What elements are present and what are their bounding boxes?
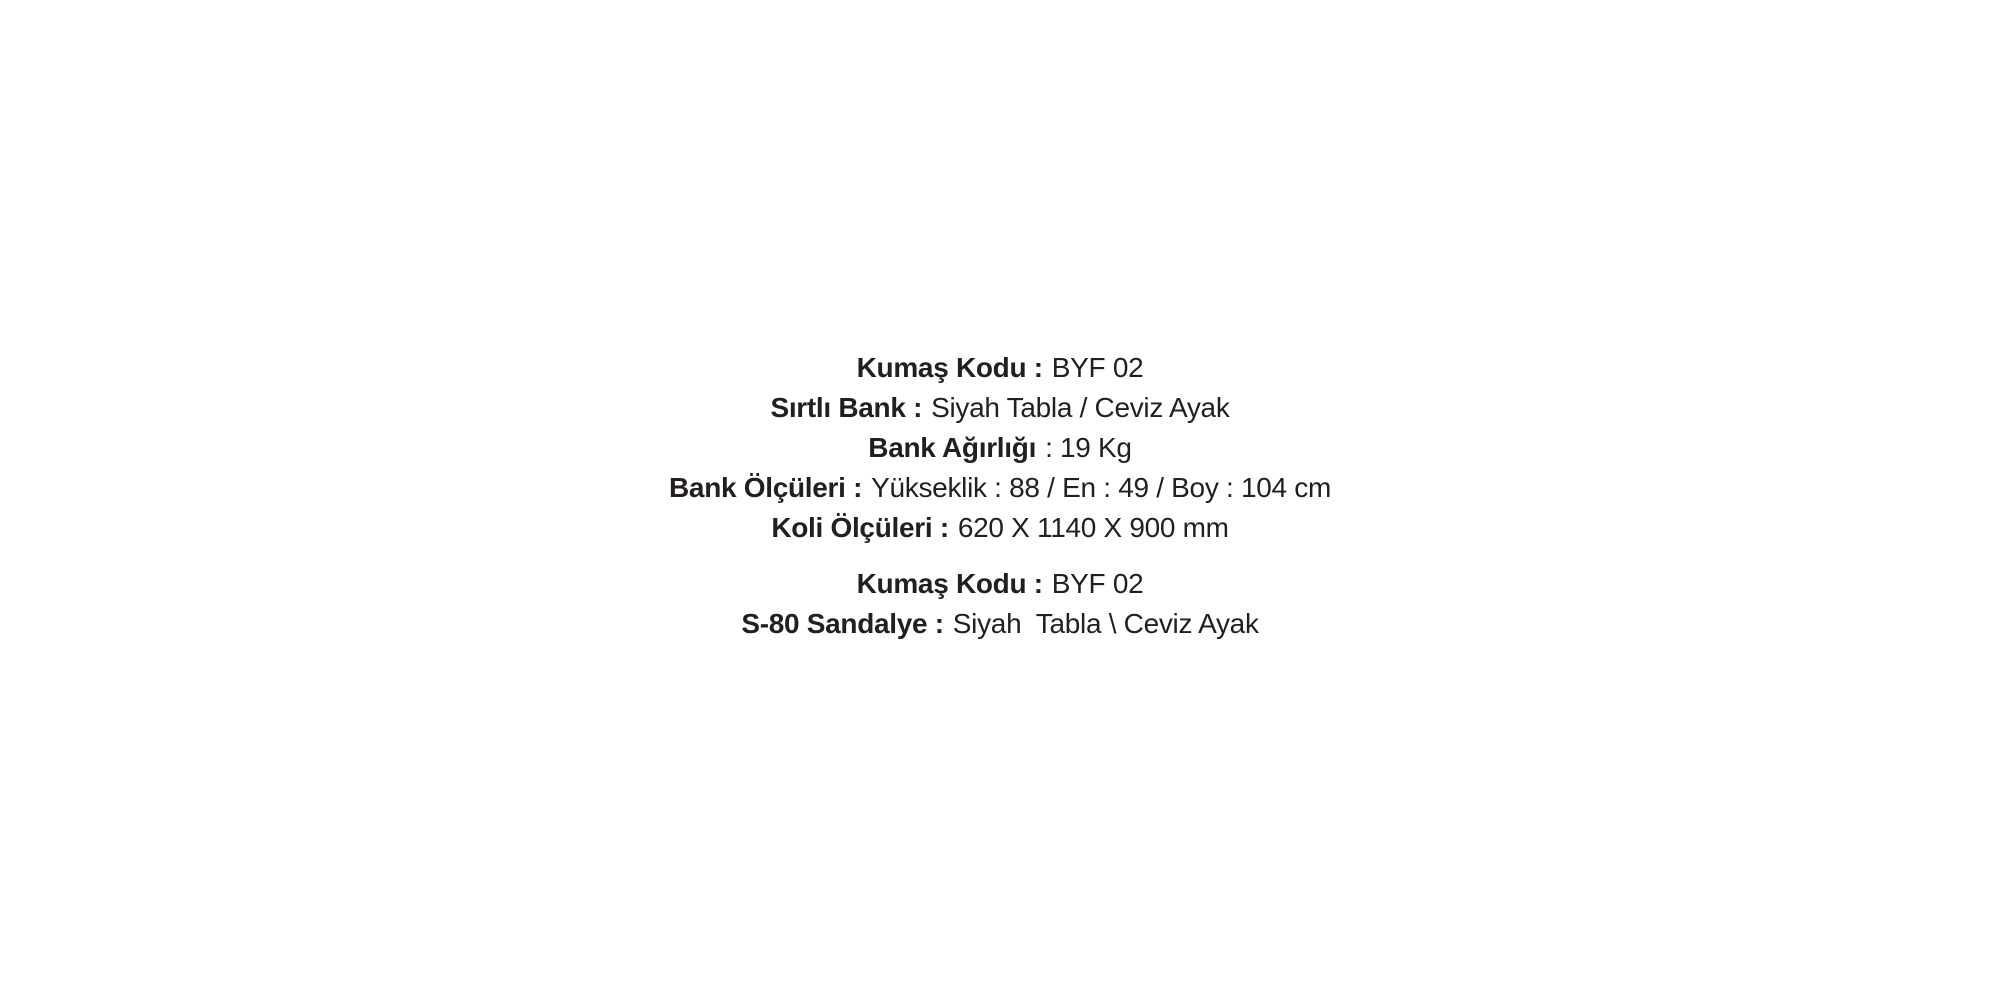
spec-label: Kumaş Kodu : [856,352,1043,383]
spec-label: Bank Ağırlığı [868,432,1037,463]
spec-line-bench-dimensions [0,468,2000,508]
spec-value: BYF 02 [1051,352,1144,383]
spec-line-box-dimensions [0,508,2000,548]
spec-line-bench-weight [0,428,2000,468]
bank-spec-group [0,348,2000,548]
spec-line-fabric-code-2 [0,564,2000,604]
spec-value: Yükseklik : 88 / En : 49 / Boy : 104 cm [871,472,1331,503]
spec-line-bench-type [0,388,2000,428]
spec-value: Siyah Tabla / Ceviz Ayak [931,392,1230,423]
spec-line-fabric-code [0,348,2000,388]
spec-line-chair-type [0,604,2000,644]
spec-label: Bank Ölçüleri : [669,472,863,503]
spec-label: Kumaş Kodu : [856,568,1043,599]
spec-value: BYF 02 [1051,568,1144,599]
spec-label: S-80 Sandalye : [741,608,944,639]
spec-value: Siyah Tabla \ Ceviz Ayak [952,608,1259,639]
spec-value: : 19 Kg [1045,432,1132,463]
product-spec-sheet [0,348,2000,644]
spec-label: Koli Ölçüleri : [771,512,949,543]
spec-value: 620 X 1140 X 900 mm [957,512,1229,543]
spec-label: Sırtlı Bank : [770,392,923,423]
chair-spec-group [0,564,2000,644]
